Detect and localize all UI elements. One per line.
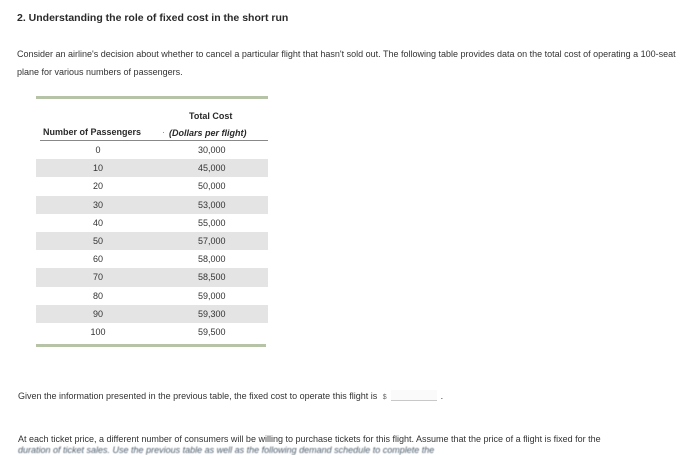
- intro-text: Consider an airline's decision about whether to cancel a particular flight that hasn't sold out. The following table provides data on the total cost of operating a 100-seat plane for various numbers of passengers.: [17, 49, 676, 77]
- header-divider: [40, 140, 268, 141]
- cost-cell: 30,000: [198, 145, 226, 156]
- header-total-cost: Total Cost: [189, 111, 233, 121]
- passengers-cell: 10: [92, 163, 103, 174]
- table-row: [36, 287, 268, 305]
- fixed-cost-question: [18, 390, 443, 401]
- cost-cell: 55,000: [198, 217, 226, 228]
- answer-period: .: [440, 391, 444, 401]
- table-row: [36, 305, 268, 323]
- cost-cell: 45,000: [198, 163, 226, 174]
- question-title: 2. Understanding the role of fixed cost in the short run: [17, 12, 289, 24]
- cost-cell: 58,500: [198, 272, 226, 283]
- passengers-cell: 80: [92, 290, 103, 301]
- passengers-cell: 0: [95, 145, 101, 156]
- table-row: [36, 232, 268, 250]
- passengers-cell: 20: [92, 181, 103, 192]
- cost-cell: 59,500: [198, 326, 226, 337]
- table-row: [36, 323, 268, 341]
- passengers-cell: 50: [92, 236, 103, 247]
- demand-paragraph-cutoff: duration of ticket sales. Use the previous table as well as the following demand schedule to complete the: [18, 445, 435, 455]
- table-row: [36, 159, 268, 177]
- passengers-cell: 100: [90, 326, 106, 337]
- table-header: [36, 99, 268, 141]
- table-row: [36, 268, 268, 286]
- table-row: [36, 141, 268, 159]
- demand-paragraph: At each ticket price, a different number of consumers will be willing to purchase tickets for this flight. Assume that the price of a flight is fixed for the: [18, 434, 601, 444]
- header-passengers: Number of Passengers: [43, 127, 142, 137]
- cost-cell: 50,000: [198, 181, 226, 192]
- fixed-cost-question-text: Given the information presented in the previous table, the fixed cost to operate this flight is: [18, 391, 378, 401]
- cost-cell: 57,000: [198, 236, 226, 247]
- table-bottom-rule: [36, 344, 266, 347]
- passengers-cell: 90: [92, 308, 103, 319]
- passengers-cell: 70: [92, 272, 103, 283]
- cost-table: [36, 96, 268, 347]
- passengers-cell: 60: [92, 254, 103, 265]
- fixed-cost-answer-input[interactable]: [391, 390, 437, 401]
- currency-symbol: $: [382, 394, 387, 401]
- table-row: [36, 250, 268, 268]
- cost-cell: 59,000: [198, 290, 226, 301]
- cost-cell: 59,300: [198, 308, 226, 319]
- table-row: [36, 214, 268, 232]
- table-row: [36, 177, 268, 195]
- cost-cell: 58,000: [198, 254, 226, 265]
- table-body: [36, 141, 268, 341]
- header-dollars-per-flight: (Dollars per flight): [169, 128, 247, 138]
- header-separator-dot: ·: [162, 127, 165, 137]
- passengers-cell: 30: [92, 199, 103, 210]
- cost-cell: 53,000: [198, 199, 226, 210]
- passengers-cell: 40: [92, 217, 103, 228]
- table-row: [36, 196, 268, 214]
